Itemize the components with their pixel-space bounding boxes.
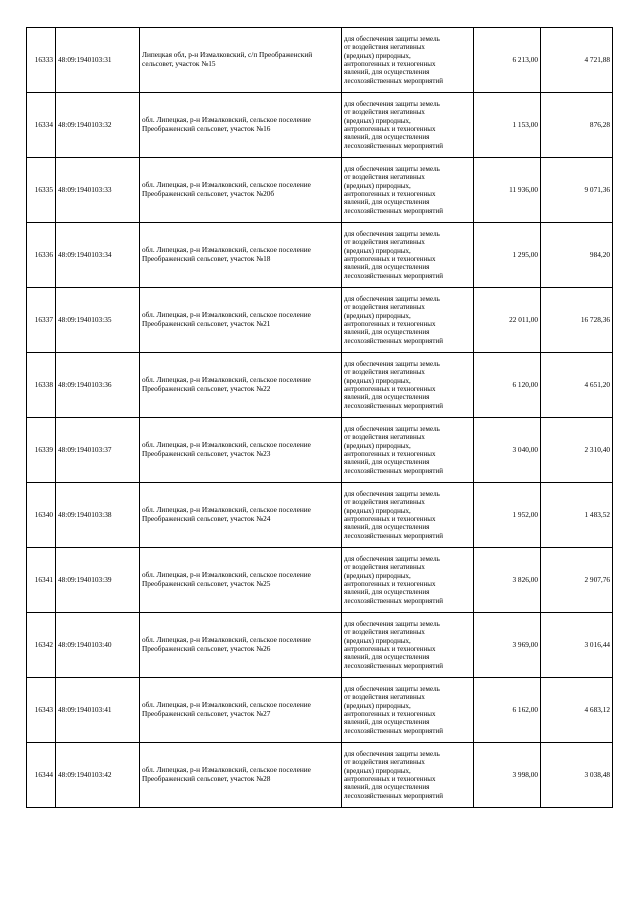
table-row	[27, 418, 613, 483]
plot-area: 11 936,00	[474, 158, 541, 223]
table-row	[27, 28, 613, 93]
purpose-line: для обеспечения защиты земель	[344, 34, 440, 43]
plot-area: 1 295,00	[474, 223, 541, 288]
cadastral-value: 1 483,52	[541, 483, 613, 548]
purpose-line: лесохозяйственных мероприятий	[344, 141, 443, 150]
row-number: 16337	[27, 288, 56, 353]
row-number: 16341	[27, 548, 56, 613]
plot-address: обл. Липецкая, р-н Измалковский, сельское поселение Преображенский сельсовет, участок №20б	[140, 158, 342, 223]
cadastral-number: 48:09:1940103:31	[56, 28, 140, 93]
purpose-line: явлений, для осуществления	[344, 588, 430, 597]
cadastral-number: 48:09:1940103:36	[56, 353, 140, 418]
purpose-line: лесохозяйственных мероприятий	[344, 596, 443, 605]
plot-address: обл. Липецкая, р-н Измалковский, сельское поселение Преображенский сельсовет, участок №27	[140, 678, 342, 743]
cadastral-value: 2 310,40	[541, 418, 613, 483]
purpose-line: (вредных) природных,	[344, 441, 411, 450]
purpose-line: антропогенных и техногенных	[344, 125, 436, 133]
plot-address: обл. Липецкая, р-н Измалковский, сельское поселение Преображенский сельсовет, участок №24	[140, 483, 342, 548]
plot-area: 6 120,00	[474, 353, 541, 418]
table-row	[27, 613, 613, 678]
table-row	[27, 223, 613, 288]
cadastral-number: 48:09:1940103:38	[56, 483, 140, 548]
purpose-line: антропогенных и техногенных	[344, 450, 436, 458]
plot-purpose	[342, 418, 474, 483]
purpose-line: антропогенных и техногенных	[344, 320, 436, 328]
purpose-line: от воздействия негативных	[344, 108, 425, 117]
plot-address: обл. Липецкая, р-н Измалковский, сельское поселение Преображенский сельсовет, участок №18	[140, 223, 342, 288]
row-number: 16333	[27, 28, 56, 93]
cadastral-number: 48:09:1940103:41	[56, 678, 140, 743]
plot-address: обл. Липецкая, р-н Измалковский, сельское поселение Преображенский сельсовет, участок №21	[140, 288, 342, 353]
plot-purpose	[342, 613, 474, 678]
purpose-line: лесохозяйственных мероприятий	[344, 531, 443, 540]
cadastral-value: 4 721,88	[541, 28, 613, 93]
purpose-line: лесохозяйственных мероприятий	[344, 76, 443, 85]
plot-purpose	[342, 158, 474, 223]
purpose-line: для обеспечения защиты земель	[344, 294, 440, 303]
purpose-line: антропогенных и техногенных	[344, 60, 436, 68]
cadastral-number: 48:09:1940103:33	[56, 158, 140, 223]
plot-address: обл. Липецкая, р-н Измалковский, сельское поселение Преображенский сельсовет, участок №26	[140, 613, 342, 678]
cadastral-value: 3 016,44	[541, 613, 613, 678]
row-number: 16336	[27, 223, 56, 288]
table-body	[27, 28, 613, 808]
cadastral-number: 48:09:1940103:34	[56, 223, 140, 288]
plot-purpose	[342, 483, 474, 548]
plot-purpose	[342, 288, 474, 353]
purpose-line: (вредных) природных,	[344, 506, 411, 515]
row-number: 16343	[27, 678, 56, 743]
purpose-line: лесохозяйственных мероприятий	[344, 791, 443, 800]
purpose-line: от воздействия негативных	[344, 43, 425, 52]
purpose-line: (вредных) природных,	[344, 51, 411, 60]
purpose-line: лесохозяйственных мероприятий	[344, 206, 443, 215]
purpose-line: явлений, для осуществления	[344, 393, 430, 402]
purpose-line: от воздействия негативных	[344, 238, 425, 247]
purpose-line: лесохозяйственных мероприятий	[344, 336, 443, 345]
plot-area: 3 040,00	[474, 418, 541, 483]
cadastral-value: 4 651,20	[541, 353, 613, 418]
purpose-line: от воздействия негативных	[344, 433, 425, 442]
row-number: 16339	[27, 418, 56, 483]
row-number: 16334	[27, 93, 56, 158]
purpose-line: лесохозяйственных мероприятий	[344, 401, 443, 410]
purpose-line: антропогенных и техногенных	[344, 515, 436, 523]
purpose-line: (вредных) природных,	[344, 116, 411, 125]
table-row	[27, 93, 613, 158]
purpose-line: (вредных) природных,	[344, 311, 411, 320]
purpose-line: явлений, для осуществления	[344, 328, 430, 337]
purpose-line: явлений, для осуществления	[344, 133, 430, 142]
plot-area: 6 162,00	[474, 678, 541, 743]
plot-purpose	[342, 548, 474, 613]
plot-address: обл. Липецкая, р-н Измалковский, сельское поселение Преображенский сельсовет, участок №16	[140, 93, 342, 158]
plot-area: 22 011,00	[474, 288, 541, 353]
purpose-line: лесохозяйственных мероприятий	[344, 726, 443, 735]
purpose-line: (вредных) природных,	[344, 766, 411, 775]
table-row	[27, 288, 613, 353]
plot-area: 3 998,00	[474, 743, 541, 808]
plot-purpose	[342, 28, 474, 93]
purpose-line: явлений, для осуществления	[344, 458, 430, 467]
cadastral-number: 48:09:1940103:37	[56, 418, 140, 483]
row-number: 16344	[27, 743, 56, 808]
cadastral-number: 48:09:1940103:40	[56, 613, 140, 678]
purpose-line: антропогенных и техногенных	[344, 710, 436, 718]
cadastral-value: 9 071,36	[541, 158, 613, 223]
row-number: 16342	[27, 613, 56, 678]
purpose-line: антропогенных и техногенных	[344, 775, 436, 783]
purpose-line: от воздействия негативных	[344, 758, 425, 767]
purpose-line: для обеспечения защиты земель	[344, 99, 440, 108]
purpose-line: от воздействия негативных	[344, 693, 425, 702]
row-number: 16335	[27, 158, 56, 223]
purpose-line: явлений, для осуществления	[344, 198, 430, 207]
cadastral-number: 48:09:1940103:42	[56, 743, 140, 808]
purpose-line: (вредных) природных,	[344, 376, 411, 385]
cadastral-number: 48:09:1940103:39	[56, 548, 140, 613]
plot-address: обл. Липецкая, р-н Измалковский, сельское поселение Преображенский сельсовет, участок №23	[140, 418, 342, 483]
purpose-line: (вредных) природных,	[344, 636, 411, 645]
purpose-line: явлений, для осуществления	[344, 523, 430, 532]
purpose-line: явлений, для осуществления	[344, 783, 430, 792]
purpose-line: антропогенных и техногенных	[344, 645, 436, 653]
plot-purpose	[342, 678, 474, 743]
plot-purpose	[342, 353, 474, 418]
purpose-line: явлений, для осуществления	[344, 68, 430, 77]
purpose-line: от воздействия негативных	[344, 368, 425, 377]
plot-address: обл. Липецкая, р-н Измалковский, сельское поселение Преображенский сельсовет, участок №25	[140, 548, 342, 613]
cadastral-value: 16 728,36	[541, 288, 613, 353]
purpose-line: для обеспечения защиты земель	[344, 554, 440, 563]
row-number: 16338	[27, 353, 56, 418]
purpose-line: для обеспечения защиты земель	[344, 749, 440, 758]
plot-address: Липецкая обл, р-н Измалковский, с/п Преображенский сельсовет, участок №15	[140, 28, 342, 93]
cadastral-number: 48:09:1940103:32	[56, 93, 140, 158]
purpose-line: явлений, для осуществления	[344, 263, 430, 272]
cadastral-value: 4 683,12	[541, 678, 613, 743]
plot-address: обл. Липецкая, р-н Измалковский, сельское поселение Преображенский сельсовет, участок №22	[140, 353, 342, 418]
purpose-line: для обеспечения защиты земель	[344, 619, 440, 628]
plot-area: 3 826,00	[474, 548, 541, 613]
purpose-line: для обеспечения защиты земель	[344, 359, 440, 368]
cadastral-value: 876,28	[541, 93, 613, 158]
purpose-line: антропогенных и техногенных	[344, 580, 436, 588]
purpose-line: для обеспечения защиты земель	[344, 164, 440, 173]
purpose-line: лесохозяйственных мероприятий	[344, 271, 443, 280]
purpose-line: для обеспечения защиты земель	[344, 684, 440, 693]
purpose-line: (вредных) природных,	[344, 246, 411, 255]
purpose-line: от воздействия негативных	[344, 303, 425, 312]
purpose-line: явлений, для осуществления	[344, 718, 430, 727]
row-number: 16340	[27, 483, 56, 548]
purpose-line: для обеспечения защиты земель	[344, 424, 440, 433]
cadastral-number: 48:09:1940103:35	[56, 288, 140, 353]
purpose-line: (вредных) природных,	[344, 701, 411, 710]
plot-area: 1 153,00	[474, 93, 541, 158]
purpose-line: (вредных) природных,	[344, 571, 411, 580]
purpose-line: для обеспечения защиты земель	[344, 489, 440, 498]
plot-purpose	[342, 223, 474, 288]
purpose-line: от воздействия негативных	[344, 563, 425, 572]
purpose-line: от воздействия негативных	[344, 628, 425, 637]
cadastral-value: 984,20	[541, 223, 613, 288]
purpose-line: антропогенных и техногенных	[344, 255, 436, 263]
purpose-line: от воздействия негативных	[344, 173, 425, 182]
table-row	[27, 353, 613, 418]
plot-area: 3 969,00	[474, 613, 541, 678]
plot-area: 1 952,00	[474, 483, 541, 548]
purpose-line: (вредных) природных,	[344, 181, 411, 190]
cadastral-value: 2 907,76	[541, 548, 613, 613]
plot-area: 6 213,00	[474, 28, 541, 93]
table-row	[27, 548, 613, 613]
purpose-line: для обеспечения защиты земель	[344, 229, 440, 238]
purpose-line: лесохозяйственных мероприятий	[344, 466, 443, 475]
cadastral-value: 3 038,48	[541, 743, 613, 808]
table-row	[27, 158, 613, 223]
purpose-line: явлений, для осуществления	[344, 653, 430, 662]
purpose-line: от воздействия негативных	[344, 498, 425, 507]
table-row	[27, 678, 613, 743]
table-row	[27, 743, 613, 808]
plot-purpose	[342, 743, 474, 808]
purpose-line: антропогенных и техногенных	[344, 385, 436, 393]
table-row	[27, 483, 613, 548]
purpose-line: лесохозяйственных мероприятий	[344, 661, 443, 670]
plot-purpose	[342, 93, 474, 158]
plot-address: обл. Липецкая, р-н Измалковский, сельское поселение Преображенский сельсовет, участок №28	[140, 743, 342, 808]
land-plots-table	[26, 27, 613, 808]
purpose-line: антропогенных и техногенных	[344, 190, 436, 198]
